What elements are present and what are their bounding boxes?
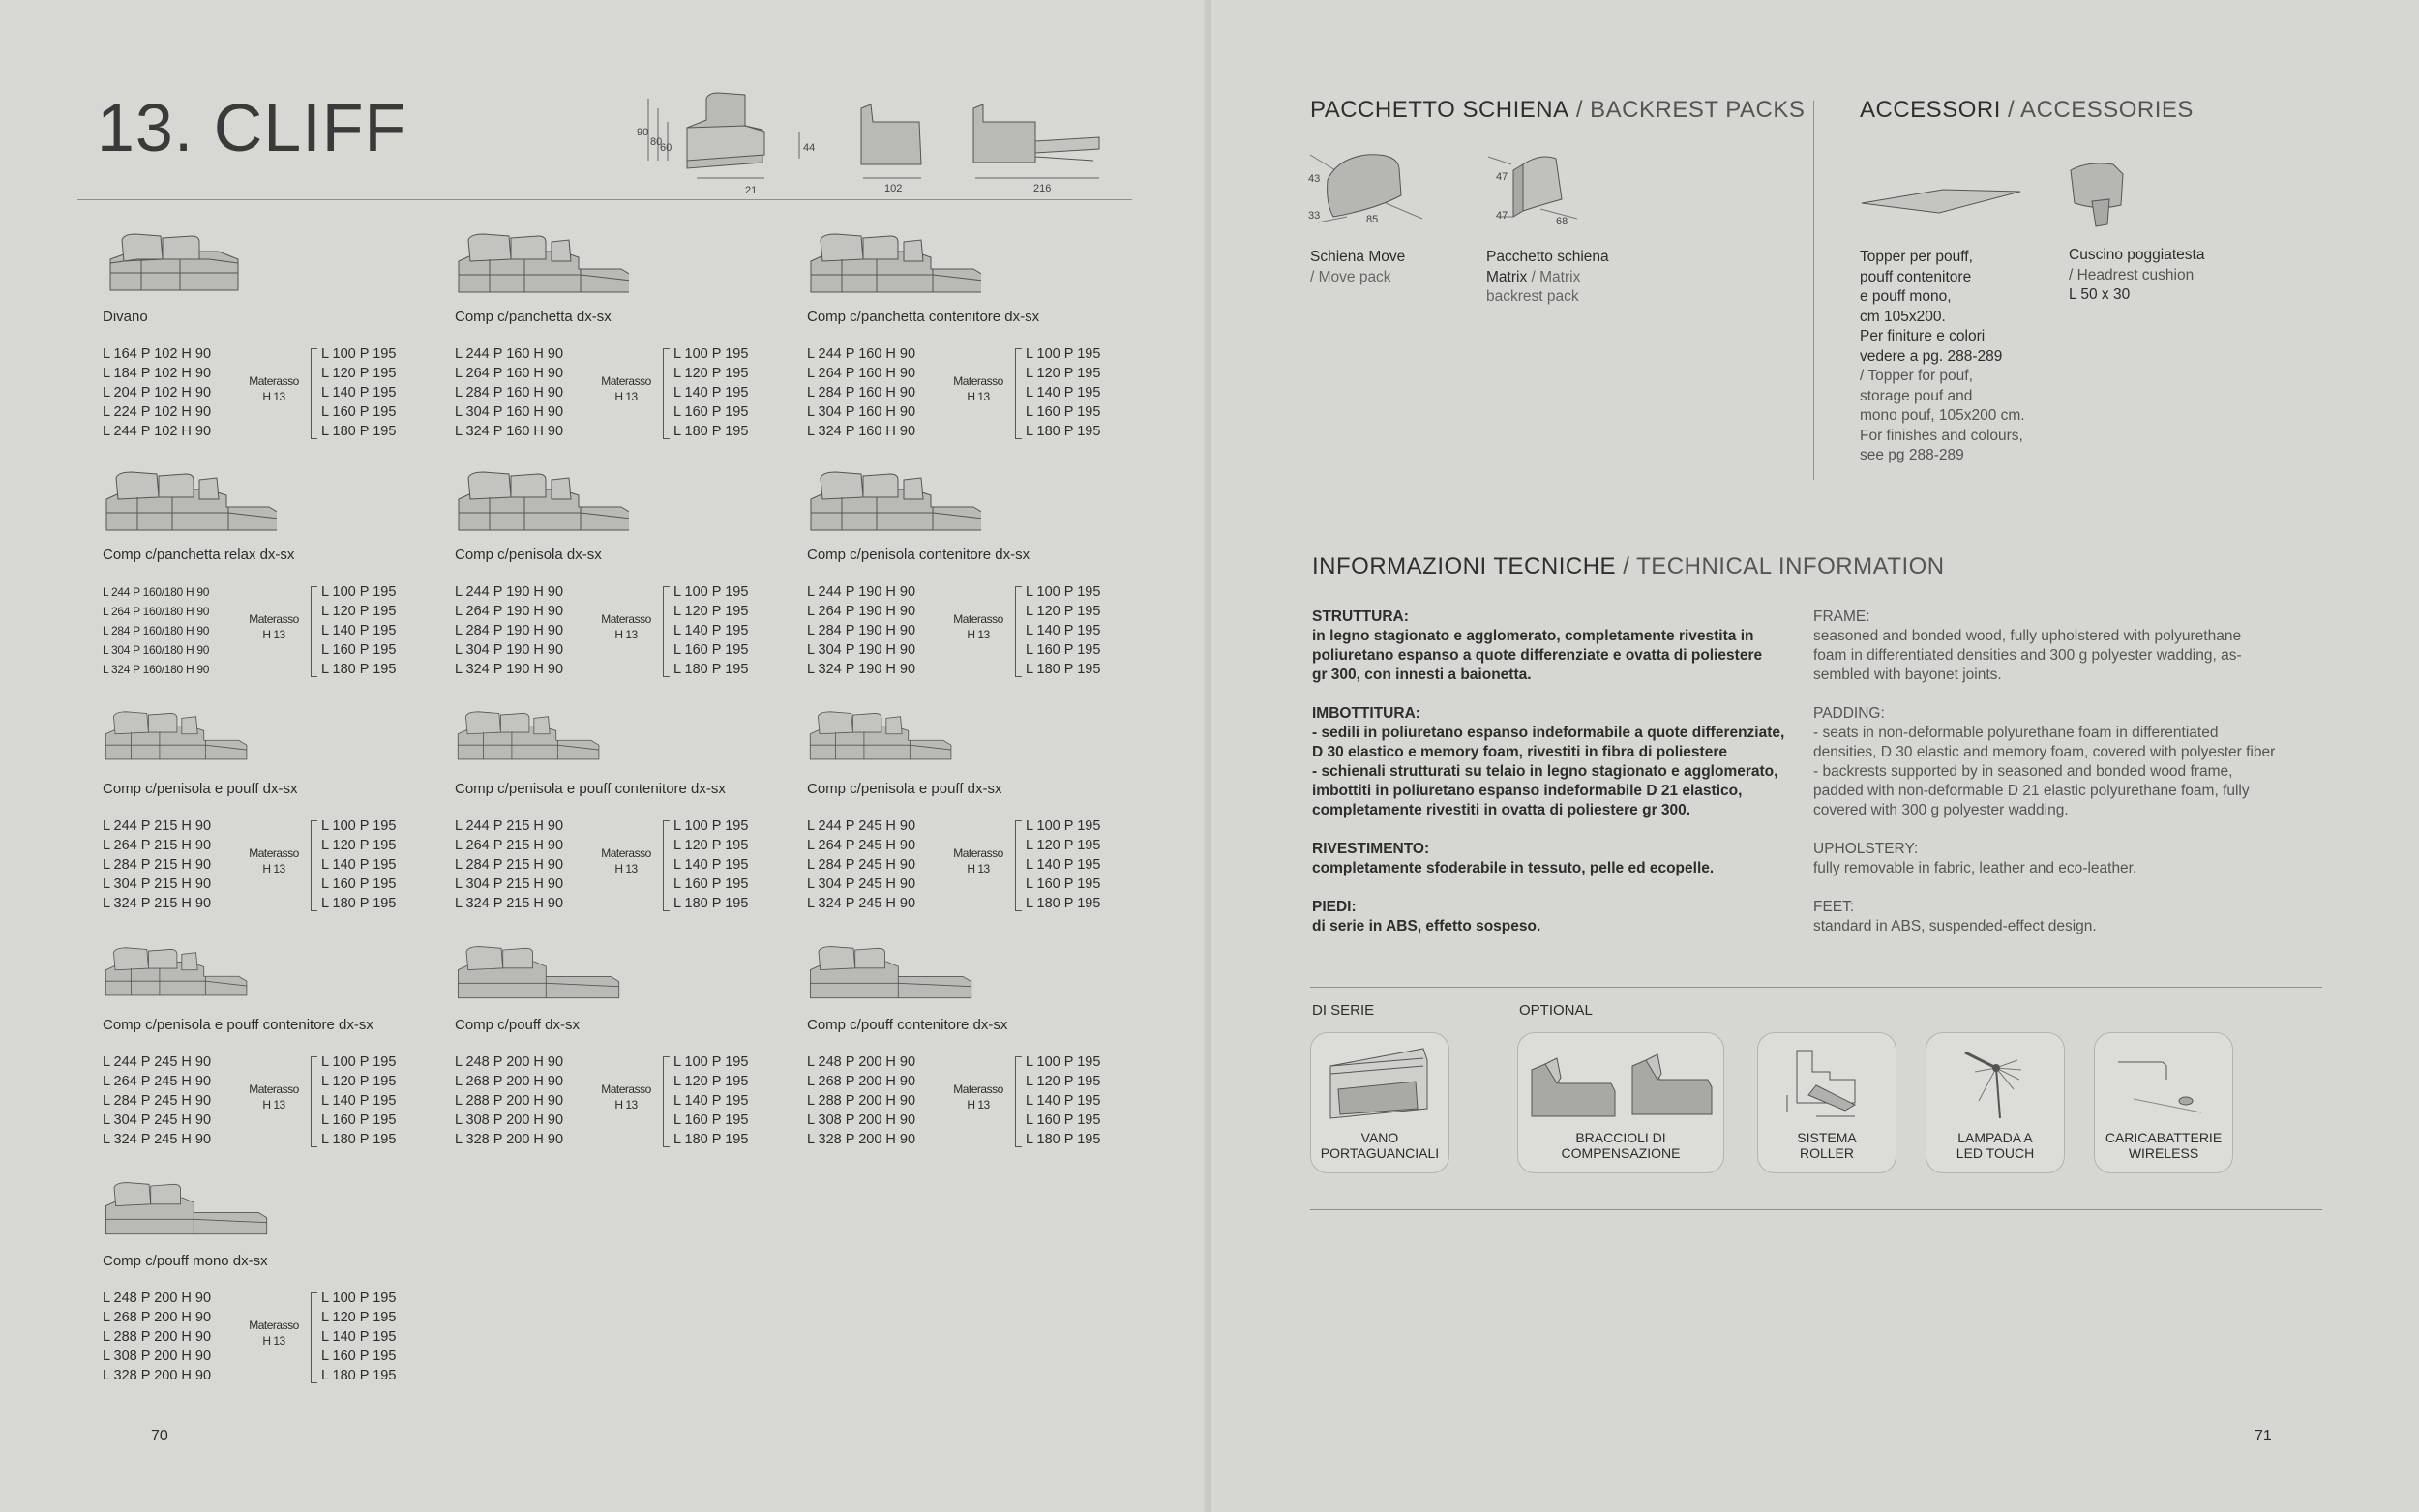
mattress-sizes: L 100 P 195 L 120 P 195 L 140 P 195 L 160 P 195 L 180 P 195 bbox=[321, 584, 397, 677]
mattress-sizes: L 100 P 195 L 120 P 195 L 140 P 195 L 160 P 195 L 180 P 195 bbox=[1026, 584, 1101, 677]
composition-name: Comp c/panchetta relax dx-sx bbox=[103, 547, 295, 563]
mattress-sizes: L 100 P 195 L 120 P 195 L 140 P 195 L 160 P 195 L 180 P 195 bbox=[673, 818, 749, 911]
composition-item bbox=[807, 938, 1136, 1147]
vertical-divider bbox=[1813, 101, 1814, 480]
pillow-compartment-icon bbox=[1311, 1041, 1448, 1128]
hero-dim-80: 80 bbox=[650, 136, 663, 148]
standard-label: DI SERIE bbox=[1312, 1002, 1375, 1019]
sofa-composition-icon bbox=[807, 938, 981, 1008]
composition-name: Comp c/penisola e pouff contenitore dx-sx bbox=[103, 1017, 373, 1033]
tech-block: UPHOLSTERY: fully removable in fabric, leather and eco-leather. bbox=[1813, 841, 2137, 876]
composition-item bbox=[807, 468, 1136, 677]
section-divider-2 bbox=[1310, 987, 2322, 988]
hero-side-view-icon bbox=[861, 104, 921, 178]
matrix-pack-caption: Pacchetto schiena Matrix / Matrix backrest pack bbox=[1486, 249, 1609, 305]
sofa-sizes: L 244 P 190 H 90 L 264 P 190 H 90 L 284 P 190 H 90 L 304 P 190 H 90 L 324 P 190 H 90 bbox=[455, 584, 564, 677]
led-lamp-icon bbox=[1926, 1041, 2064, 1128]
composition-item bbox=[455, 702, 784, 911]
bracket bbox=[663, 820, 670, 911]
hero-dim-216: 216 bbox=[1033, 183, 1052, 194]
bracket bbox=[311, 586, 317, 677]
tech-english bbox=[1813, 608, 2336, 956]
bracket bbox=[311, 1056, 317, 1147]
hero-dim-60: 60 bbox=[660, 142, 672, 154]
mattress-sizes: L 100 P 195 L 120 P 195 L 140 P 195 L 160 P 195 L 180 P 195 bbox=[1026, 346, 1101, 439]
compensation-armrests-icon bbox=[1518, 1041, 1723, 1128]
mattress-label: Materasso H 13 bbox=[953, 1082, 1003, 1112]
move-pack-icon bbox=[1310, 155, 1422, 222]
tech-italian bbox=[1312, 608, 1796, 956]
bracket bbox=[311, 820, 317, 911]
sofa-composition-icon bbox=[103, 1174, 277, 1244]
mattress-sizes: L 100 P 195 L 120 P 195 L 140 P 195 L 160 P 195 L 180 P 195 bbox=[673, 584, 749, 677]
mattress-sizes: L 100 P 195 L 120 P 195 L 140 P 195 L 160 P 195 L 180 P 195 bbox=[321, 1054, 397, 1147]
composition-item bbox=[103, 702, 432, 911]
composition-item bbox=[807, 230, 1136, 439]
hero-armchair-icon bbox=[648, 93, 799, 178]
bracket bbox=[1015, 1056, 1022, 1147]
sofa-composition-icon bbox=[103, 702, 277, 772]
backrest-heading: PACCHETTO SCHIENA / BACKREST PACKS bbox=[1310, 97, 1806, 123]
sofa-composition-icon bbox=[455, 230, 629, 300]
mattress-sizes: L 100 P 195 L 120 P 195 L 140 P 195 L 160 P 195 L 180 P 195 bbox=[673, 1054, 749, 1147]
mattress-label: Materasso H 13 bbox=[953, 846, 1003, 875]
hero-sofa-diagrams bbox=[629, 85, 1122, 201]
tech-block: RIVESTIMENTO: completamente sfoderabile in tessuto, pelle ed ecopelle. bbox=[1312, 841, 1715, 876]
composition-item bbox=[455, 938, 784, 1147]
composition-item bbox=[455, 230, 784, 439]
bracket bbox=[663, 1056, 670, 1147]
right-page bbox=[1211, 0, 2419, 1512]
composition-item bbox=[455, 468, 784, 677]
page-title: 13. CLIFF bbox=[97, 90, 407, 165]
mattress-label: Materasso H 13 bbox=[953, 374, 1003, 403]
mattress-sizes: L 100 P 195 L 120 P 195 L 140 P 195 L 160 P 195 L 180 P 195 bbox=[1026, 1054, 1101, 1147]
bracket bbox=[1015, 820, 1022, 911]
sofa-composition-icon bbox=[807, 230, 981, 300]
mattress-label: Materasso H 13 bbox=[249, 1319, 299, 1348]
roller-system-icon bbox=[1758, 1041, 1896, 1128]
bracket bbox=[311, 348, 317, 439]
backrest-diagrams bbox=[1308, 145, 1618, 242]
sofa-composition-icon bbox=[807, 702, 981, 772]
optional-label: OPTIONAL bbox=[1519, 1002, 1593, 1019]
mattress-label: Materasso H 13 bbox=[601, 1082, 651, 1112]
feature-compensation-armrests: BRACCIOLI DI COMPENSAZIONE bbox=[1517, 1032, 1724, 1173]
mattress-label: Materasso H 13 bbox=[249, 1082, 299, 1112]
tech-block: PADDING: - seats in non-deformable polyurethane foam in differentiated densities, D 30 elastic and memory foam, covered with polyester fiber - backrests supported by in seasoned and bonded wood frame, padded with non-deformable D 21 elastic polyurethane foam, fully covered with 300 g polyester wadding. bbox=[1813, 705, 2276, 818]
topper-caption: Topper per pouff, pouff contenitore e pouff mono, cm 105x200. Per finiture e colori vedere a pg. 288-289 / Topper for pouf, storage pouf and mono pouf, 105x200 cm. For finishes and colours, see pg 288-289 bbox=[1860, 249, 2025, 463]
left-page bbox=[0, 0, 1208, 1512]
page-number-right: 71 bbox=[2255, 1428, 2272, 1444]
sofa-composition-icon bbox=[103, 468, 277, 538]
mattress-sizes: L 100 P 195 L 120 P 195 L 140 P 195 L 160 P 195 L 180 P 195 bbox=[321, 1290, 397, 1383]
composition-name: Comp c/pouff mono dx-sx bbox=[103, 1253, 268, 1269]
topper-icon bbox=[1862, 190, 2020, 213]
feature-roller-system: SISTEMA ROLLER bbox=[1757, 1032, 1896, 1173]
mattress-label: Materasso H 13 bbox=[601, 612, 651, 641]
composition-name: Divano bbox=[103, 309, 148, 325]
sofa-composition-icon bbox=[455, 938, 629, 1008]
sofa-composition-icon bbox=[455, 702, 629, 772]
sofa-sizes: L 244 P 160 H 90 L 264 P 160 H 90 L 284 P 160 H 90 L 304 P 160 H 90 L 324 P 160 H 90 bbox=[455, 346, 564, 439]
composition-item bbox=[103, 1174, 432, 1383]
headrest-cushion-icon bbox=[2071, 163, 2123, 226]
composition-item bbox=[807, 702, 1136, 911]
svg-text:47: 47 bbox=[1496, 171, 1508, 183]
hero-dim-21: 21 bbox=[745, 185, 758, 196]
mattress-sizes: L 100 P 195 L 120 P 195 L 140 P 195 L 160 P 195 L 180 P 195 bbox=[1026, 818, 1101, 911]
mattress-sizes: L 100 P 195 L 120 P 195 L 140 P 195 L 160 P 195 L 180 P 195 bbox=[321, 346, 397, 439]
composition-name: Comp c/panchetta contenitore dx-sx bbox=[807, 309, 1040, 325]
svg-text:47: 47 bbox=[1496, 210, 1508, 222]
sofa-composition-icon bbox=[455, 468, 629, 538]
sofa-sizes: L 244 P 160/180 H 90 L 264 P 160/180 H 90 L 284 P 160/180 H 90 L 304 P 160/180 H 90 L 324 P 160/180 H 90 bbox=[103, 585, 210, 676]
svg-text:85: 85 bbox=[1366, 214, 1379, 225]
title-divider bbox=[77, 199, 1132, 200]
sofa-sizes: L 248 P 200 H 90 L 268 P 200 H 90 L 288 P 200 H 90 L 308 P 200 H 90 L 328 P 200 H 90 bbox=[455, 1054, 564, 1147]
feature-led-lamp: LAMPADA A LED TOUCH bbox=[1926, 1032, 2065, 1173]
tech-block: FEET: standard in ABS, suspended-effect design. bbox=[1813, 899, 2097, 934]
accessories-diagrams bbox=[1856, 155, 2253, 232]
composition-name: Comp c/panchetta dx-sx bbox=[455, 309, 612, 325]
headrest-caption: Cuscino poggiatesta / Headrest cushion L 50 x 30 bbox=[2069, 247, 2205, 303]
hero-sofabed-icon bbox=[973, 104, 1099, 178]
sofa-composition-icon bbox=[103, 230, 277, 300]
wireless-charger-icon bbox=[2095, 1041, 2232, 1128]
composition-name: Comp c/penisola e pouff dx-sx bbox=[103, 781, 298, 797]
hero-dim-44: 44 bbox=[803, 142, 816, 154]
mattress-sizes: L 100 P 195 L 120 P 195 L 140 P 195 L 160 P 195 L 180 P 195 bbox=[321, 818, 397, 911]
tech-block: STRUTTURA: in legno stagionato e agglomerato, completamente rivestita in poliuretano espanso a quote differenziate e ovatta di poliestere gr 300, con innesti a baionetta. bbox=[1312, 608, 1763, 683]
hero-dim-102: 102 bbox=[884, 183, 903, 194]
page-number-left: 70 bbox=[151, 1428, 168, 1444]
sofa-sizes: L 244 P 160 H 90 L 264 P 160 H 90 L 284 P 160 H 90 L 304 P 160 H 90 L 324 P 160 H 90 bbox=[807, 346, 916, 439]
svg-text:33: 33 bbox=[1308, 210, 1321, 222]
sofa-sizes: L 164 P 102 H 90 L 184 P 102 H 90 L 204 P 102 H 90 L 224 P 102 H 90 L 244 P 102 H 90 bbox=[103, 346, 212, 439]
mattress-label: Materasso H 13 bbox=[601, 846, 651, 875]
sofa-sizes: L 248 P 200 H 90 L 268 P 200 H 90 L 288 P 200 H 90 L 308 P 200 H 90 L 328 P 200 H 90 bbox=[807, 1054, 916, 1147]
composition-item bbox=[103, 468, 432, 677]
hero-dim-90: 90 bbox=[637, 127, 649, 138]
move-pack-caption: Schiena Move / Move pack bbox=[1310, 249, 1406, 285]
mattress-sizes: L 100 P 195 L 120 P 195 L 140 P 195 L 160 P 195 L 180 P 195 bbox=[673, 346, 749, 439]
composition-item bbox=[103, 230, 432, 439]
composition-name: Comp c/penisola e pouff dx-sx bbox=[807, 781, 1002, 797]
bracket bbox=[663, 348, 670, 439]
sofa-composition-icon bbox=[103, 938, 277, 1008]
bracket bbox=[1015, 348, 1022, 439]
tech-heading: INFORMAZIONI TECNICHE / TECHNICAL INFORMATION bbox=[1312, 553, 1945, 579]
mattress-label: Materasso H 13 bbox=[249, 612, 299, 641]
tech-block: FRAME: seasoned and bonded wood, fully upholstered with polyurethane foam in differentiated densities and 300 g polyester wadding, as- sembled with bayonet joints. bbox=[1813, 608, 2242, 683]
composition-item bbox=[103, 938, 432, 1147]
accessories-heading: ACCESSORI / ACCESSORIES bbox=[1860, 97, 2194, 123]
sofa-sizes: L 244 P 245 H 90 L 264 P 245 H 90 L 284 P 245 H 90 L 304 P 245 H 90 L 324 P 245 H 90 bbox=[807, 818, 916, 911]
composition-name: Comp c/pouff contenitore dx-sx bbox=[807, 1017, 1008, 1033]
svg-text:68: 68 bbox=[1556, 216, 1568, 227]
composition-name: Comp c/pouff dx-sx bbox=[455, 1017, 580, 1033]
sofa-sizes: L 244 P 215 H 90 L 264 P 215 H 90 L 284 P 215 H 90 L 304 P 215 H 90 L 324 P 215 H 90 bbox=[455, 818, 564, 911]
sofa-sizes: L 248 P 200 H 90 L 268 P 200 H 90 L 288 P 200 H 90 L 308 P 200 H 90 L 328 P 200 H 90 bbox=[103, 1290, 212, 1383]
section-divider-3 bbox=[1310, 1209, 2322, 1210]
tech-block: PIEDI: di serie in ABS, effetto sospeso. bbox=[1312, 899, 1541, 934]
mattress-label: Materasso H 13 bbox=[601, 374, 651, 403]
sofa-sizes: L 244 P 215 H 90 L 264 P 215 H 90 L 284 P 215 H 90 L 304 P 215 H 90 L 324 P 215 H 90 bbox=[103, 818, 212, 911]
composition-name: Comp c/penisola contenitore dx-sx bbox=[807, 547, 1030, 563]
bracket bbox=[663, 586, 670, 677]
tech-block: IMBOTTITURA: - sedili in poliuretano espanso indeformabile a quote differenziate, D 30 elastico e memory foam, rivestiti in fibra di poliestere - schienali strutturati su telaio in legno stagionato e agglomerato, imbottiti in poliuretano espanso indeformabile D 21 elastico, completamente rivestiti in ovatta di poliestere gr 300. bbox=[1312, 705, 1785, 818]
mattress-label: Materasso H 13 bbox=[249, 846, 299, 875]
mattress-label: Materasso H 13 bbox=[953, 612, 1003, 641]
bracket bbox=[311, 1292, 317, 1383]
sofa-sizes: L 244 P 190 H 90 L 264 P 190 H 90 L 284 P 190 H 90 L 304 P 190 H 90 L 324 P 190 H 90 bbox=[807, 584, 916, 677]
sofa-composition-icon bbox=[807, 468, 981, 538]
feature-pillow-compartment: VANO PORTAGUANCIALI bbox=[1310, 1032, 1449, 1173]
feature-wireless-charger: CARICABATTERIE WIRELESS bbox=[2094, 1032, 2233, 1173]
mattress-label: Materasso H 13 bbox=[249, 374, 299, 403]
sofa-sizes: L 244 P 245 H 90 L 264 P 245 H 90 L 284 P 245 H 90 L 304 P 245 H 90 L 324 P 245 H 90 bbox=[103, 1054, 212, 1147]
bracket bbox=[1015, 586, 1022, 677]
composition-name: Comp c/penisola dx-sx bbox=[455, 547, 602, 563]
composition-name: Comp c/penisola e pouff contenitore dx-sx bbox=[455, 781, 726, 797]
svg-text:43: 43 bbox=[1308, 173, 1321, 185]
